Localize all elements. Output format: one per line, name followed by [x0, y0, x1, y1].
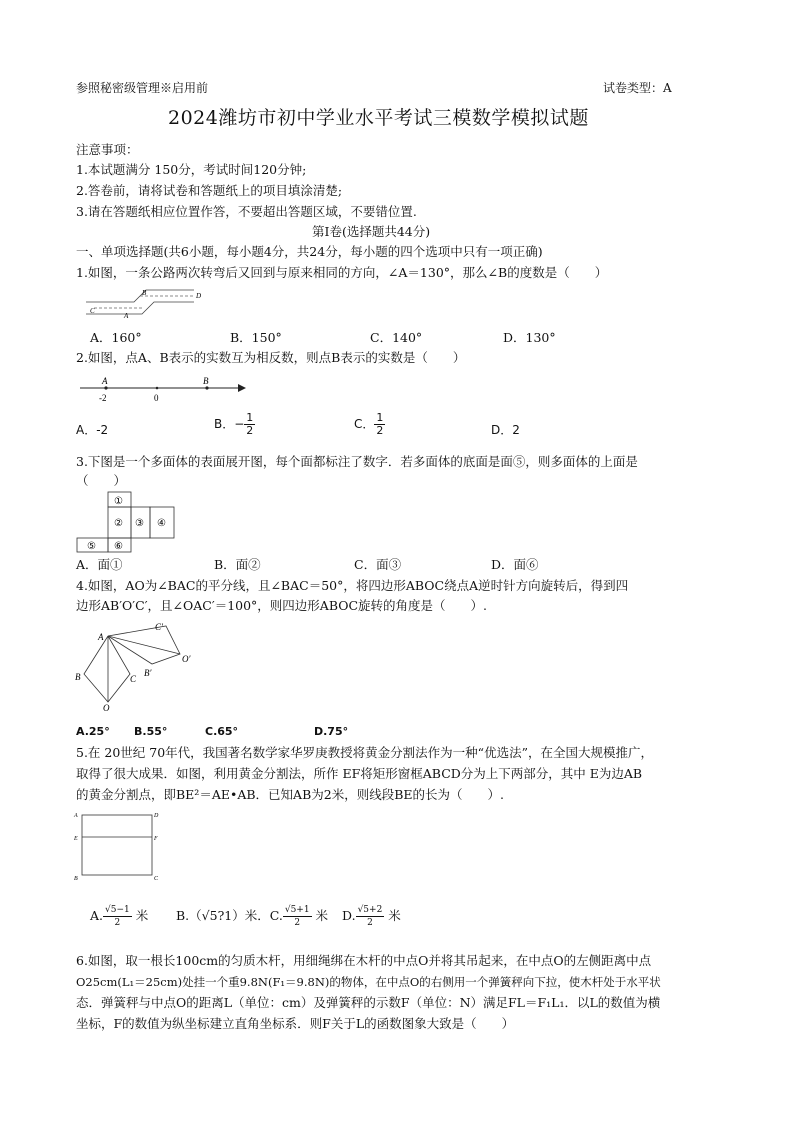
road-figure — [84, 282, 214, 326]
q2-option-c[interactable]: C． $\frac{1}{2}$ — [354, 411, 384, 437]
q5-option-d[interactable]: D. $\frac{√5+2}{2}$ 米 — [342, 905, 401, 928]
q3-option-a[interactable]: A．面① — [76, 557, 123, 572]
note-item-3: 3.请在答题纸相应位置作答，不要超出答题区域，不要错位置. — [76, 204, 417, 219]
label-F: F — [154, 836, 158, 842]
face-3: ③ — [135, 518, 144, 529]
question-3-text: 3.下图是一个多面体的表面展开图，每个面都标注了数字．若多面体的底面是面⑤，则多面体的上面是 — [76, 454, 638, 469]
question-4-text: 4.如图，AO为∠BAC的平分线，且∠BAC＝50°，将四边形ABOC绕点A逆时针方向旋转后，得到四 — [76, 578, 629, 593]
window-frame-figure — [72, 808, 164, 882]
face-1: ① — [114, 496, 123, 507]
question-2-text: 2.如图，点A、B表示的实数互为相反数，则点B表示的实数是（ ） — [76, 350, 466, 365]
question-5-text-2: 取得了很大成果．如图，利用黄金分割法，所作 EF将矩形窗框ABCD分为上下两部分，其中 E为边AB — [76, 766, 643, 781]
q1-option-a[interactable]: A．160° — [90, 330, 142, 345]
label-B: B — [74, 876, 78, 882]
question-6-text-4: 坐标，F的数值为纵坐标建立直角坐标系．则F关于L的函数图象大致是（ ） — [76, 1016, 515, 1031]
q5-option-b-c[interactable]: B.（√5?1）米．C. $\frac{√5+1}{2}$ 米 — [176, 905, 329, 928]
face-4: ④ — [157, 518, 166, 529]
question-6-text-2: O25cm(L₁＝25cm)处挂一个重9.8N(F₁＝9.8N)的物体，在中点O的右侧用一个弹簧秤向下拉，使木杆处于水平状 — [76, 975, 661, 989]
net-figure — [76, 491, 180, 555]
question-5-text-3: 的黄金分割点，即BE²＝AE•AB．已知AB为2米，则线段BE的长为（ ）. — [76, 787, 505, 802]
label-C: C — [130, 674, 137, 684]
q5-option-a[interactable]: A. $\frac{√5-1}{2}$ 米 — [90, 905, 149, 928]
label-A: A — [102, 376, 108, 386]
label-D: D — [154, 813, 159, 819]
label-B: B — [75, 672, 81, 682]
label-C: C — [154, 876, 159, 882]
q3-option-b[interactable]: B．面② — [214, 557, 261, 572]
label-E: E — [74, 836, 78, 842]
number-line-figure — [76, 372, 248, 406]
label-C: C — [90, 307, 95, 315]
q2-option-b[interactable]: B．− $\frac{1}{2}$ — [214, 411, 254, 437]
q1-option-d[interactable]: D．130° — [503, 330, 556, 345]
label-A: A — [74, 813, 78, 819]
paper-type-label: 试卷类型：A — [603, 81, 672, 95]
label-B: B — [142, 289, 147, 297]
face-5: ⑤ — [87, 541, 96, 552]
note-item-1: 1.本试题满分 150分，考试时间120分钟; — [76, 162, 307, 177]
question-5-text: 5.在 20世纪 70年代，我国著名数学家华罗庚教授将黄金分割法作为一种“优选法”，在全国大规模推广， — [76, 745, 653, 760]
notes-heading: 注意事项： — [76, 142, 139, 157]
question-3-text-2: （ ） — [76, 473, 127, 488]
page-title: 2024潍坊市初中学业水平考试三模数学模拟试题 — [168, 107, 589, 129]
q3-option-c[interactable]: C．面③ — [354, 557, 402, 572]
q3-option-d[interactable]: D．面⑥ — [491, 557, 539, 572]
label-O: O — [103, 703, 110, 713]
label-A: A — [124, 312, 129, 320]
q1-option-b[interactable]: B．150° — [230, 330, 282, 345]
face-2: ② — [114, 518, 123, 529]
volume-heading: 第Ⅰ卷(选择题共44分) — [312, 224, 431, 239]
tick-0: 0 — [154, 393, 159, 403]
label-A: A — [98, 632, 104, 642]
q4-option-c[interactable]: C.65° — [205, 725, 239, 738]
quadrilateral-figure — [72, 618, 202, 714]
q4-option-d[interactable]: D.75° — [314, 725, 349, 738]
confidential-label: 参照秘密级管理※启用前 — [76, 81, 209, 95]
question-1-text: 1.如图，一条公路两次转弯后又回到与原来相同的方向，∠A＝130°，那么∠B的度数是（ ） — [76, 265, 608, 280]
note-item-2: 2.答卷前，请将试卷和答题纸上的项目填涂清楚; — [76, 183, 343, 198]
face-6: ⑥ — [114, 541, 123, 552]
label-B: B — [203, 376, 209, 386]
q2-option-a[interactable]: A．-2 — [76, 423, 109, 437]
tick-minus-2: -2 — [99, 393, 107, 403]
q1-option-c[interactable]: C．140° — [370, 330, 423, 345]
part-heading: 一、单项选择题(共6小题，每小题4分，共24分，每小题的四个选项中只有一项正确) — [76, 244, 543, 259]
question-6-text: 6.如图，取一根长100cm的匀质木杆，用细绳绑在木杆的中点O并将其吊起来，在中点O的左侧距离中点 — [76, 953, 652, 968]
label-B-prime: B′ — [144, 668, 152, 678]
label-D: D — [196, 292, 202, 300]
q4-option-b[interactable]: B.55° — [134, 725, 168, 738]
q4-option-a[interactable]: A.25° — [76, 725, 110, 738]
q2-option-d[interactable]: D．2 — [491, 423, 520, 437]
label-O-prime: O′ — [182, 654, 191, 664]
question-4-text-2: 边形AB′O′C′，且∠OAC′＝100°，则四边形ABOC旋转的角度是（ ）. — [76, 598, 488, 613]
label-C-prime: C′ — [155, 622, 163, 632]
question-6-text-3: 态．弹簧秤与中点O的距离L（单位：cm）及弹簧秤的示数F（单位：N）满足FL＝F₁L₁．以L的数值为横 — [76, 995, 661, 1010]
